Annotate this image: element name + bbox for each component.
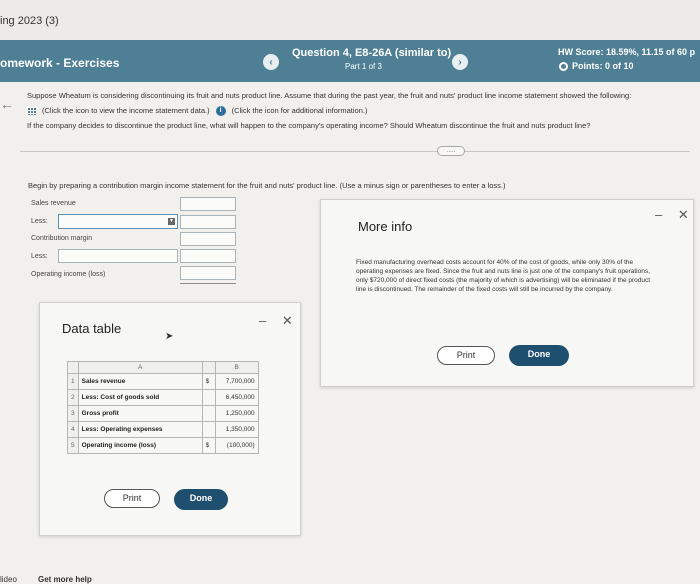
course-title: ing 2023 (3) [0, 15, 59, 27]
data-link-text: (Click the icon to view the income statement data.) [42, 106, 210, 115]
currency-symbol [202, 390, 215, 406]
column-spacer-header [202, 362, 215, 374]
expand-button[interactable]: ..... [437, 146, 465, 156]
currency-symbol [202, 406, 215, 422]
more-info-print-button[interactable]: Print [437, 346, 495, 365]
operating-income-input[interactable] [180, 266, 236, 280]
currency-symbol [202, 422, 215, 438]
get-more-help-link[interactable]: Get more help [38, 575, 92, 584]
more-info-title: More info [358, 219, 413, 234]
data-links [27, 103, 697, 118]
data-table-window-controls[interactable]: – ✕ [259, 313, 299, 328]
row-label: Less: Cost of goods sold [78, 390, 202, 406]
table-row [68, 374, 259, 390]
less-select-1[interactable] [58, 214, 178, 229]
info-link-text: (Click the icon for additional information.) [231, 106, 368, 115]
operating-income-label: Operating income (loss) [31, 271, 106, 278]
previous-question-button[interactable]: ‹ [263, 54, 279, 70]
table-row [68, 406, 259, 422]
row-value: (100,000) [215, 438, 258, 454]
problem-intro: Suppose Wheatum is considering discontinuing its fruit and nuts product line. Assume that during the past year, the fruit and nuts' product line income statement showed the following: [27, 91, 632, 100]
row-label: Gross profit [78, 406, 202, 422]
data-table-print-button[interactable]: Print [104, 489, 160, 508]
sales-revenue-label: Sales revenue [31, 200, 76, 207]
table-row [68, 422, 259, 438]
hw-score: HW Score: 18.59%, 11.15 of 60 p [558, 47, 696, 57]
less-select-2[interactable] [58, 249, 178, 263]
problem-question: If the company decides to discontinue the product line, what will happen to the company's operating income? Should Wheatum discontinue the fruit and nuts product line? [27, 121, 591, 130]
row-label: Less: Operating expenses [78, 422, 202, 438]
row-number: 4 [68, 422, 79, 438]
homework-bar [0, 40, 700, 82]
row-value: 7,700,000 [215, 374, 258, 390]
currency-symbol: $ [202, 374, 215, 390]
sales-revenue-input[interactable] [180, 197, 236, 211]
next-question-button[interactable]: › [452, 54, 468, 70]
points-indicator [559, 61, 634, 71]
data-table-title: Data table [62, 321, 122, 336]
divider [20, 151, 690, 152]
section-title: omework - Exercises [0, 56, 120, 70]
course-header [0, 0, 700, 40]
row-number: 5 [68, 438, 79, 454]
row-number: 3 [68, 406, 79, 422]
row-label: Sales revenue [78, 374, 202, 390]
row-value: 1,250,000 [215, 406, 258, 422]
table-row [68, 390, 259, 406]
back-arrow-icon[interactable]: ← [0, 96, 14, 112]
problem-statement [27, 88, 697, 133]
double-underline [180, 283, 236, 284]
instruction-text: Begin by preparing a contribution margin income statement for the fruit and nuts' product line. (Use a minus sign or parentheses to enter a loss.) [28, 181, 506, 190]
row-number: 1 [68, 374, 79, 390]
currency-symbol: $ [202, 438, 215, 454]
less-amount-input-1[interactable] [180, 215, 236, 229]
question-part: Part 1 of 3 [345, 62, 382, 71]
contribution-margin-input[interactable] [180, 232, 236, 246]
mouse-cursor-icon: ➤ [165, 331, 174, 342]
points-text: Points: 0 of 10 [572, 61, 634, 71]
row-number: 2 [68, 390, 79, 406]
corner-cell [68, 362, 79, 374]
dropdown-arrow-icon: ▼ [169, 218, 174, 224]
info-icon[interactable]: i [216, 106, 226, 116]
less-label-1: Less: [31, 218, 48, 225]
video-link[interactable]: lideo [0, 575, 17, 584]
contribution-margin-label: Contribution margin [31, 235, 93, 242]
row-value: 6,450,000 [215, 390, 258, 406]
income-statement-table [67, 361, 259, 454]
less-amount-input-2[interactable] [180, 249, 236, 263]
progress-ring-icon [559, 62, 568, 71]
row-label: Operating income (loss) [78, 438, 202, 454]
table-grid-icon[interactable] [27, 107, 36, 115]
column-b-header: B [215, 362, 258, 374]
less-label-2: Less: [31, 253, 48, 260]
question-title: Question 4, E8-26A (similar to) [292, 47, 452, 59]
more-info-text: Fixed manufacturing overhead costs account for 40% of the cost of goods, while only 30% of the operating expenses are fixed. Since the fruit and nuts line is just one of the company's fruit operations, only $720,000 of direct fixed costs (the majority of which is advertising) will be eliminated if the product line is discontinued. The remainder of the fixed costs will still be incurred by the company. [356, 259, 651, 293]
more-info-done-button[interactable]: Done [509, 345, 569, 366]
table-row [68, 438, 259, 454]
row-value: 1,350,000 [215, 422, 258, 438]
column-a-header: A [78, 362, 202, 374]
data-table-done-button[interactable]: Done [174, 489, 228, 510]
more-info-window-controls[interactable]: – ✕ [655, 207, 695, 222]
